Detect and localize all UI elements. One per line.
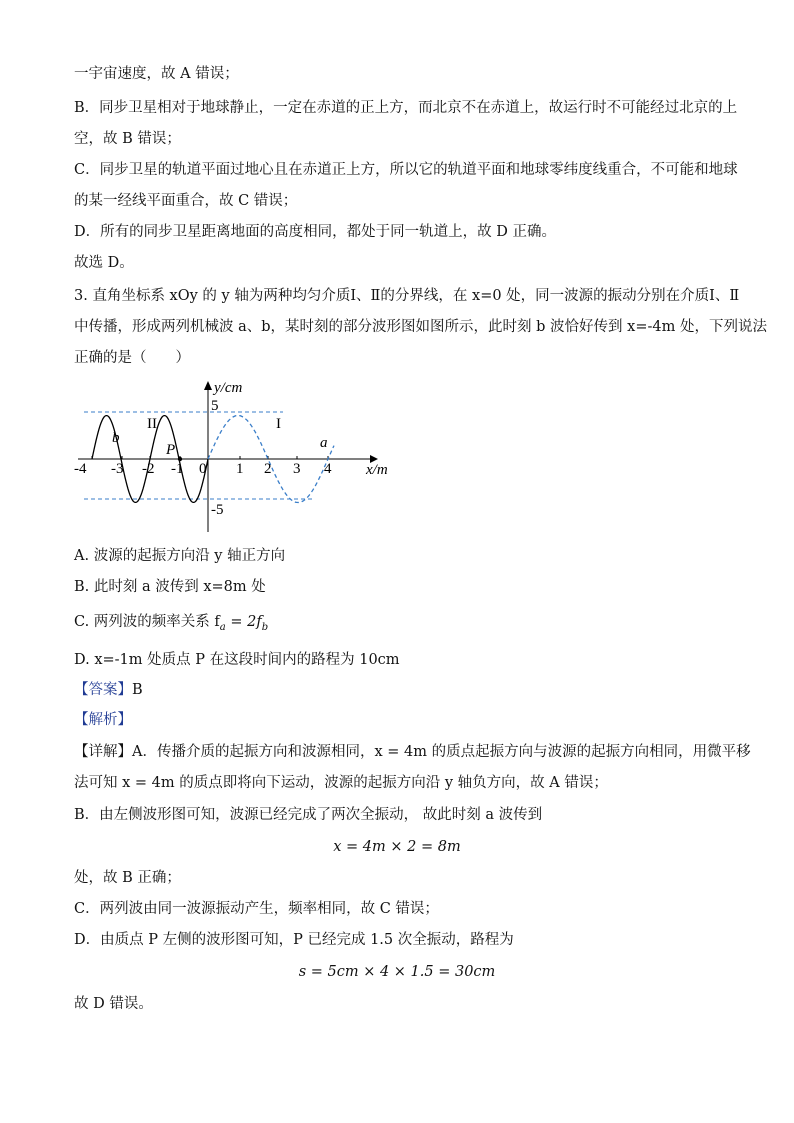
wave-figure [70, 374, 400, 536]
answer-value: B [132, 682, 143, 698]
point-p-label: P [166, 442, 176, 458]
x-tick-label: -1 [171, 461, 184, 477]
option-c-text: C. 两列波的频率关系 f [74, 614, 220, 630]
wave-label-b: b [112, 430, 120, 446]
solution-line: 故 D 错误。 [74, 996, 153, 1012]
text-line: C．同步卫星的轨道平面过地心且在赤道正上方，所以它的轨道平面和地球零纬度线重合，不可能和地球 [74, 162, 738, 178]
x-tick-label: -2 [142, 461, 155, 477]
option-d: D. x=-1m 处质点 P 在这段时间内的路程为 10cm [74, 652, 400, 668]
solution-line: 法可知 x = 4m 的质点即将向下运动，波源的起振方向沿 y 轴负方向，故 A 错误； [74, 775, 608, 791]
text-line: 的某一经线平面重合，故 C 错误； [74, 193, 298, 209]
option-a: A. 波源的起振方向沿 y 轴正方向 [74, 548, 286, 564]
x-tick-label: -4 [74, 461, 87, 477]
solution-line: D．由质点 P 左侧的波形图可知，P 已经完成 1.5 次全振动，路程为 [74, 932, 514, 948]
answer-label: 【答案】 [74, 682, 132, 698]
wave-label-a: a [320, 435, 328, 451]
x-tick-label: -3 [111, 461, 124, 477]
equation: x = 4m × 2 = 8m [333, 839, 461, 855]
solution-line: 【详解】A．传播介质的起振方向和波源相同，x = 4m 的质点起振方向与波源的起振方向相同，用微平移 [74, 744, 751, 760]
y-top-label: 5 [211, 398, 219, 414]
x-tick-label: 3 [293, 461, 301, 477]
option-c-mid: = 2f [225, 614, 262, 630]
option-c [74, 612, 268, 638]
option-b: B. 此时刻 a 波传到 x=8m 处 [74, 579, 266, 595]
text-line: B．同步卫星相对于地球静止，一定在赤道的正上方，而北京不在赤道上，故运行时不可能经过北京的上 [74, 100, 738, 116]
x-tick-label: 1 [236, 461, 244, 477]
question-stem: 中传播，形成两列机械波 a、b，某时刻的部分波形图如图所示，此时刻 b 波恰好传到 x=-4m 处，下列说法 [74, 319, 767, 335]
text-line: 一宇宙速度，故 A 错误； [74, 66, 239, 82]
question-stem: 3. 直角坐标系 xOy 的 y 轴为两种均匀介质Ⅰ、Ⅱ的分界线，在 x=0 处，同一波源的振动分别在介质Ⅰ、Ⅱ [74, 288, 740, 304]
question-stem: 正确的是（ ） [74, 350, 190, 366]
x-axis-label: x/m [366, 462, 388, 478]
solution-line: 处，故 B 正确； [74, 870, 181, 886]
text-line: 故选 D。 [74, 255, 134, 271]
option-c-sub-b: b [261, 621, 269, 633]
solution-line: B．由左侧波形图可知，波源已经完成了两次全振动， 故此时刻 a 波传到 [74, 807, 543, 823]
y-axis-arrow [204, 381, 212, 390]
origin-label: 0 [199, 461, 207, 477]
medium-label-right: I [276, 416, 281, 432]
equation: s = 5cm × 4 × 1.5 = 30cm [298, 964, 496, 980]
option-c-sub-a: a [219, 621, 226, 633]
answer-line [74, 680, 143, 700]
y-bottom-label: -5 [211, 502, 224, 518]
solution-line: C．两列波由同一波源振动产生，频率相同，故 C 错误； [74, 901, 439, 917]
text-line: 空，故 B 错误； [74, 131, 181, 147]
medium-label-left: II [147, 416, 157, 432]
text-line: D．所有的同步卫星距离地面的高度相同，都处于同一轨道上，故 D 正确。 [74, 224, 556, 240]
x-tick-label: 4 [324, 461, 332, 477]
x-tick-label: 2 [264, 461, 272, 477]
analysis-label: 【解析】 [74, 712, 132, 728]
y-axis-label: y/cm [214, 380, 243, 396]
